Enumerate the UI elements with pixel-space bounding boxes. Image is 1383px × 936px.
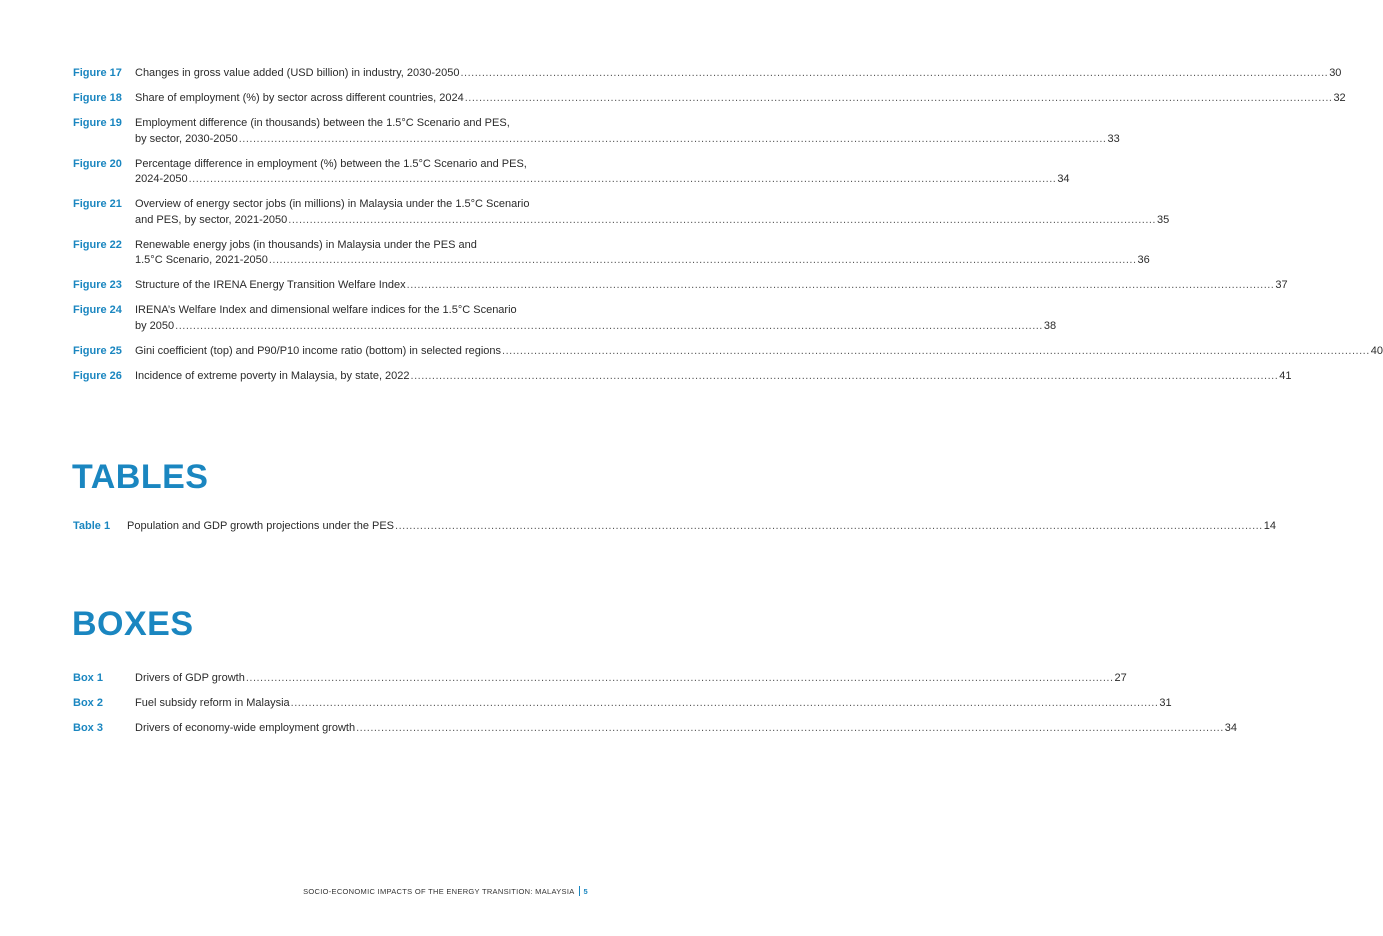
table-list <box>73 519 1276 535</box>
leader-dots <box>407 278 1275 294</box>
figure-entry[interactable] <box>73 116 1120 147</box>
figure-entry-title-line <box>135 197 589 213</box>
leader-dots <box>246 671 1114 687</box>
figure-entry-title-line <box>135 253 1150 269</box>
figure-entry-page-number: 36 <box>1137 254 1150 266</box>
leader-dots <box>356 721 1224 737</box>
table-entry[interactable] <box>73 519 1276 535</box>
table-entry-title-line <box>127 519 1276 535</box>
leader-dots <box>239 132 1107 148</box>
figure-entry-title <box>135 278 1288 294</box>
box-entry-title-text: Drivers of GDP growth <box>135 672 245 684</box>
table-entry-title <box>127 519 1276 535</box>
leader-dots <box>288 213 1156 229</box>
figure-entry-title <box>135 91 1346 107</box>
figure-entry-label: Figure 25 <box>73 344 122 357</box>
leader-dots <box>502 344 1370 360</box>
figure-entry-label: Figure 24 <box>73 304 122 316</box>
figure-entry-label: Figure 26 <box>73 369 122 382</box>
figure-entry-page-number: 33 <box>1107 132 1120 145</box>
figure-entry-label: Figure 22 <box>73 238 122 251</box>
box-entry-title-line <box>135 721 1238 737</box>
leader-dots <box>395 519 1263 535</box>
box-entry-label: Box 2 <box>73 697 103 709</box>
figure-entry-title-line <box>135 369 1292 385</box>
leader-dots <box>291 696 1159 712</box>
figure-entry[interactable] <box>73 344 1383 360</box>
figure-entry-title-text: Percentage difference in employment (%) between the 1.5°C Scenario and PES, <box>135 157 527 170</box>
figure-entry-title-text: Overview of energy sector jobs (in millions) in Malaysia under the 1.5°C Scenario <box>135 198 530 210</box>
box-entry-label: Box 3 <box>73 722 103 734</box>
figure-entry-title-text: Structure of the IRENA Energy Transition Welfare Index <box>135 279 406 291</box>
figure-entry-page-number: 38 <box>1043 319 1057 332</box>
figure-entry-page-number: 30 <box>1329 67 1342 79</box>
figure-entry-label: Figure 21 <box>73 198 122 210</box>
box-list <box>73 671 1238 737</box>
box-entry-page-number: 27 <box>1114 672 1127 684</box>
table-entry-title-text: Population and GDP growth projections under the PES <box>127 520 395 532</box>
figure-entry-title-line <box>135 157 589 173</box>
figure-entry-title <box>135 344 1383 360</box>
figure-entry-title <box>135 66 1342 82</box>
footer-page-number: 5 <box>583 886 588 896</box>
figure-entry-title-line <box>135 344 1383 360</box>
box-entry[interactable] <box>73 721 1238 737</box>
figure-entry-title <box>135 303 1057 334</box>
leader-dots <box>411 369 1279 385</box>
figure-entry-title <box>135 238 1150 269</box>
figure-entry-page-number: 32 <box>1333 92 1346 104</box>
figure-entry-title-text: Incidence of extreme poverty in Malaysia, by state, 2022 <box>135 369 410 382</box>
boxes-heading: BOXES <box>72 605 194 643</box>
table-entry-page-number: 14 <box>1263 520 1276 532</box>
box-entry[interactable] <box>73 696 1172 712</box>
leader-dots <box>460 66 1328 82</box>
figure-entry-title-line <box>135 319 1057 335</box>
figure-entry[interactable] <box>73 157 1070 188</box>
figure-entry-title-line <box>135 116 589 132</box>
table-entry-label: Table 1 <box>73 520 111 532</box>
figure-entry-title-line <box>135 66 1342 82</box>
page-footer <box>303 886 588 896</box>
tables-heading: TABLES <box>72 458 209 496</box>
box-entry-title-text: Drivers of economy-wide employment growth <box>135 722 356 734</box>
figure-entry-title-line <box>135 132 1120 148</box>
figure-entry-title-line <box>135 91 1346 107</box>
footer-divider <box>579 886 580 896</box>
figure-entry-page-number: 37 <box>1275 279 1288 291</box>
leader-dots <box>175 319 1043 335</box>
figure-entry-page-number: 34 <box>1057 173 1070 185</box>
figure-entry-title-text: Gini coefficient (top) and P90/P10 income ratio (bottom) in selected regions <box>135 344 502 357</box>
figure-entry-label: Figure 19 <box>73 117 122 129</box>
box-entry-title-line <box>135 696 1172 712</box>
box-entry-page-number: 34 <box>1224 722 1238 734</box>
figure-entry-title-line <box>135 278 1288 294</box>
figure-entry-page-number: 35 <box>1156 213 1170 226</box>
figure-entry-title-text: Renewable energy jobs (in thousands) in Malaysia under the PES and <box>135 238 477 251</box>
figure-entry[interactable] <box>73 278 1288 294</box>
figure-list <box>73 66 1383 384</box>
footer-title: SOCIO-ECONOMIC IMPACTS OF THE ENERGY TRANSITION: MALAYSIA <box>303 886 575 896</box>
figure-entry-title-line <box>135 238 589 254</box>
figure-entry-title <box>135 116 1120 147</box>
figure-entry-title-line <box>135 172 1070 188</box>
figure-entry-title-text: by 2050 <box>135 319 175 332</box>
figure-entry-title-text: Share of employment (%) by sector across different countries, 2024 <box>135 92 464 104</box>
figure-entry-label: Figure 18 <box>73 92 122 104</box>
figure-entry-label: Figure 17 <box>73 67 122 79</box>
figure-entry-page-number: 40 <box>1370 344 1383 357</box>
figure-entry-label: Figure 20 <box>73 157 122 170</box>
figure-entry-title <box>135 369 1292 385</box>
figure-entry-title <box>135 197 1170 228</box>
figure-entry-title-text: 2024-2050 <box>135 173 188 185</box>
figure-entry-title-text: by sector, 2030-2050 <box>135 132 238 145</box>
figure-entry[interactable] <box>73 238 1150 269</box>
figure-entry[interactable] <box>73 303 1057 334</box>
figure-entry-title-text: Employment difference (in thousands) between the 1.5°C Scenario and PES, <box>135 117 510 129</box>
leader-dots <box>189 172 1057 188</box>
box-entry-title-text: Fuel subsidy reform in Malaysia <box>135 697 290 709</box>
figure-entry-label: Figure 23 <box>73 279 122 291</box>
leader-dots <box>465 91 1333 107</box>
figure-entry-title-line <box>135 303 589 319</box>
figure-entry-title-text: IRENA’s Welfare Index and dimensional welfare indices for the 1.5°C Scenario <box>135 304 517 316</box>
box-entry-title <box>135 671 1127 687</box>
figure-entry[interactable] <box>73 91 1346 107</box>
figure-entry-title-text: and PES, by sector, 2021-2050 <box>135 213 288 226</box>
figure-entry-title-line <box>135 213 1170 229</box>
box-entry-title <box>135 696 1172 712</box>
figure-entry-title-text: Changes in gross value added (USD billion) in industry, 2030-2050 <box>135 67 460 79</box>
figure-entry-title-text: 1.5°C Scenario, 2021-2050 <box>135 254 268 266</box>
figure-entry[interactable] <box>73 197 1170 228</box>
box-entry-title <box>135 721 1238 737</box>
box-entry-page-number: 31 <box>1159 697 1172 709</box>
box-entry-title-line <box>135 671 1127 687</box>
figure-entry-title <box>135 157 1070 188</box>
figure-entry[interactable] <box>73 369 1292 385</box>
box-entry[interactable] <box>73 671 1127 687</box>
leader-dots <box>269 253 1137 269</box>
figure-entry-page-number: 41 <box>1279 369 1292 382</box>
figure-entry[interactable] <box>73 66 1342 82</box>
box-entry-label: Box 1 <box>73 672 103 684</box>
